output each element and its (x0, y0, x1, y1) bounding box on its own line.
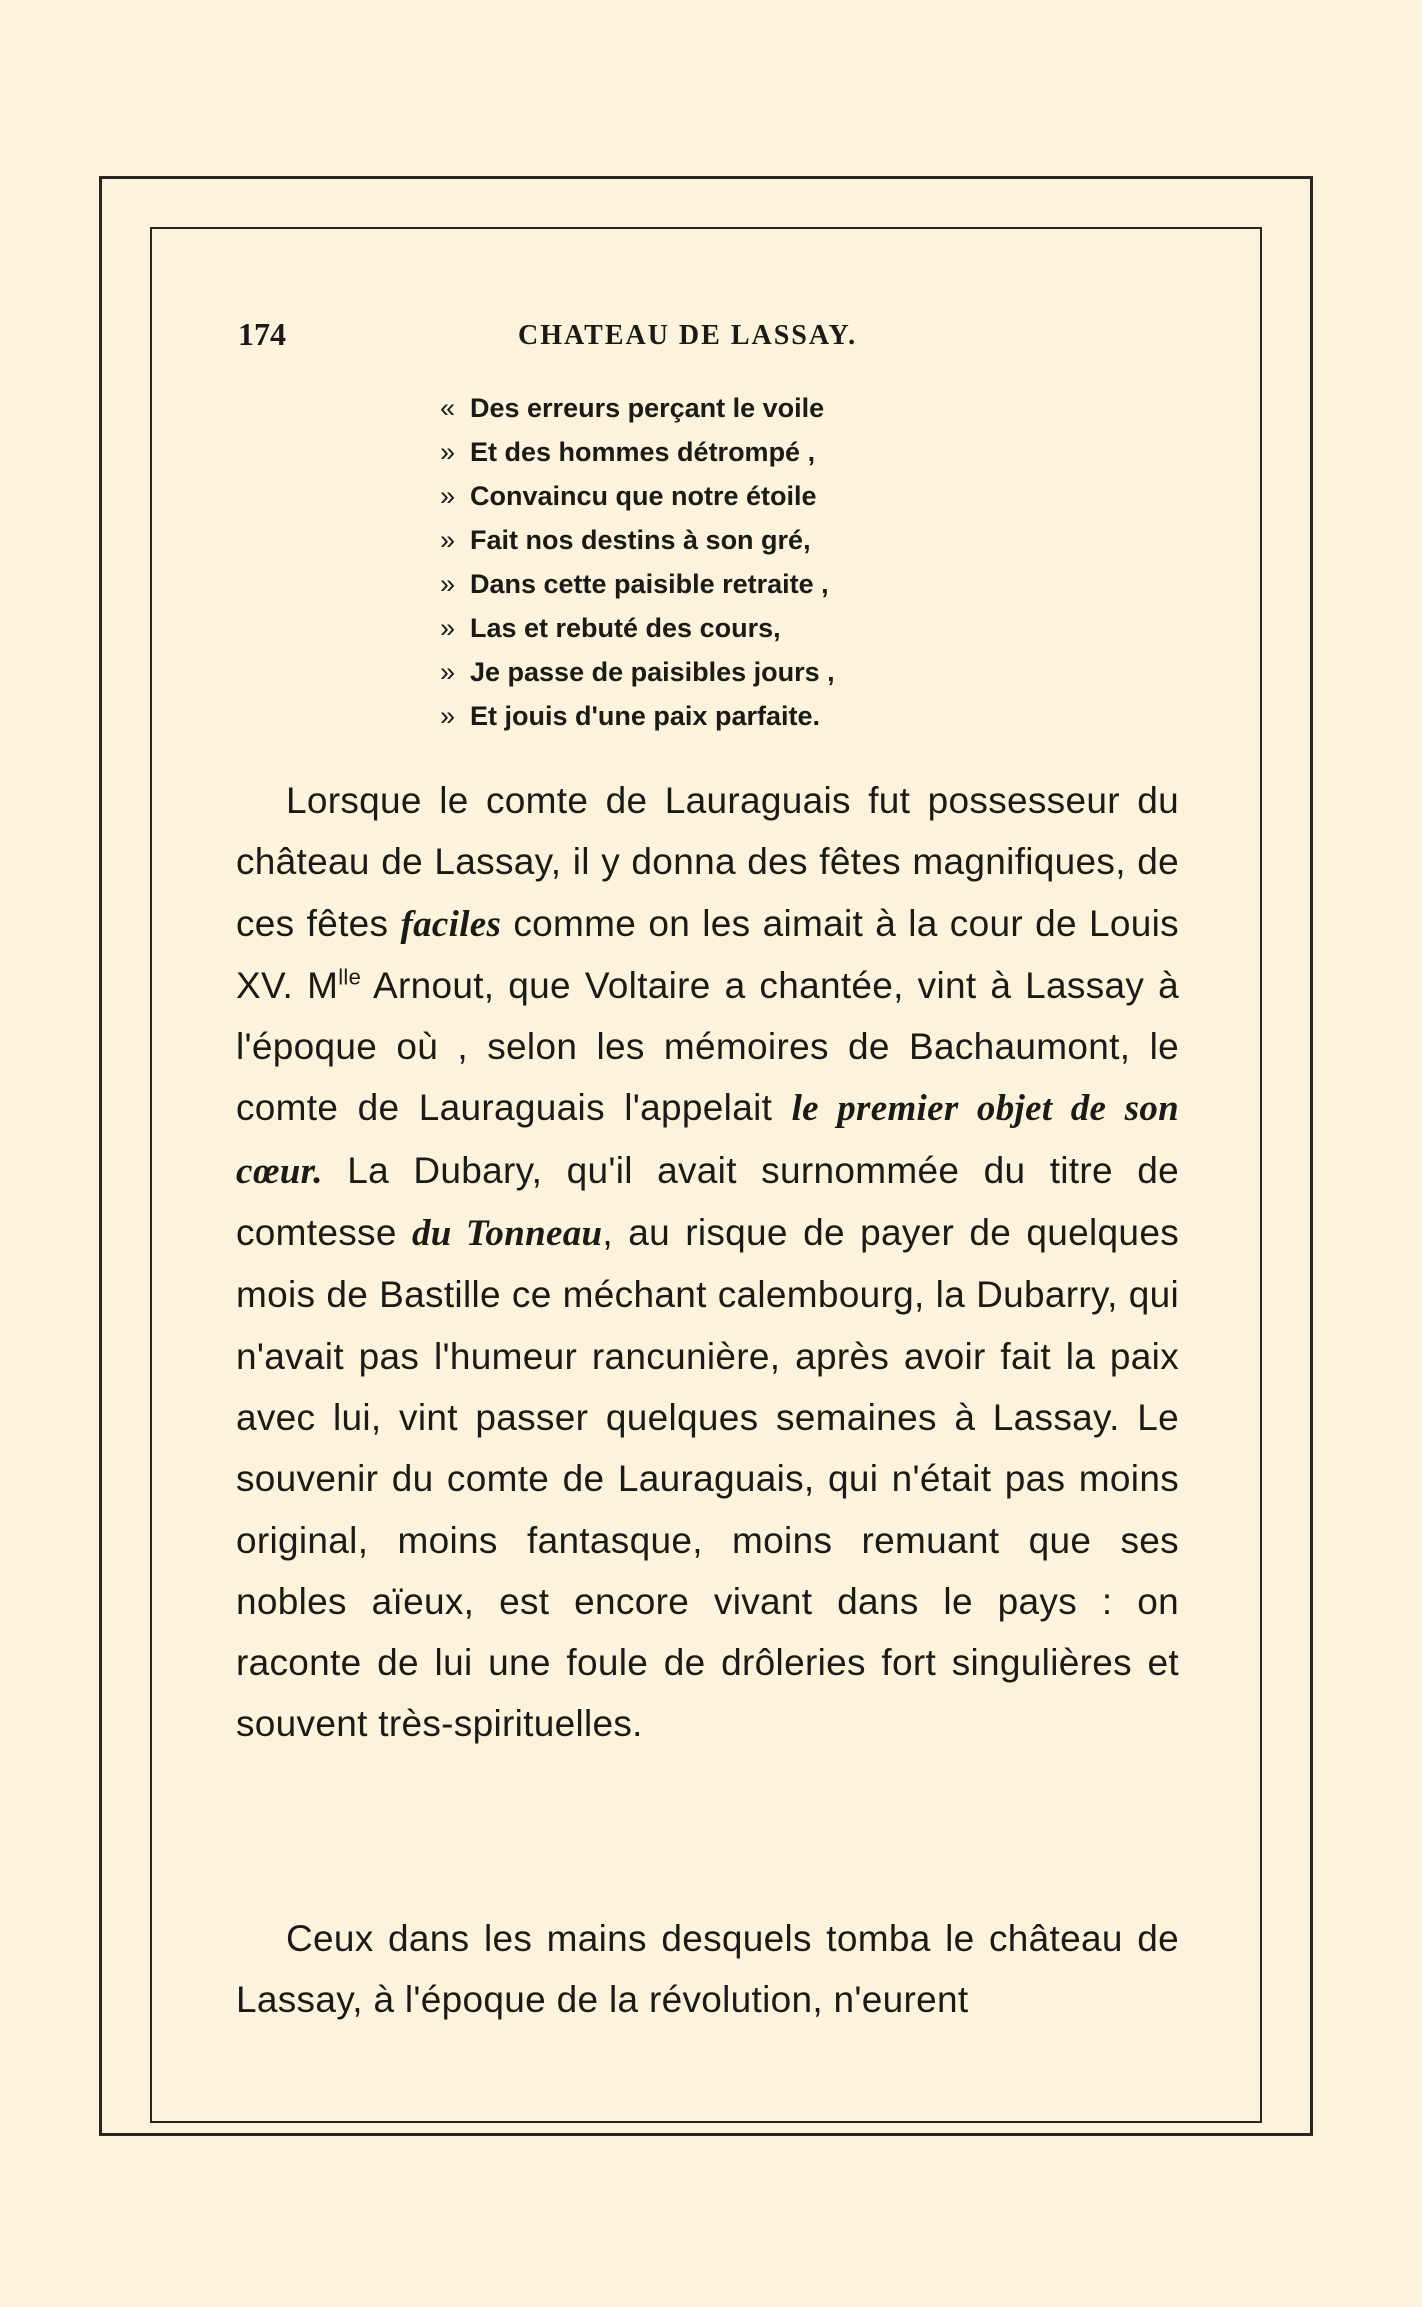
quote-mark: » (440, 569, 456, 599)
text-run: Arnout, que Voltaire a chantée, vint à Lassay à l'époque où , selon les mémoires de Bachaumont, le comte de Lauraguais l'appelait (236, 964, 1179, 1129)
verse-line (440, 386, 1000, 430)
italic-phrase: du Tonneau (412, 1213, 603, 1255)
verse-block (440, 386, 1000, 738)
quote-mark: » (440, 525, 456, 555)
verse-line (440, 430, 1000, 474)
paragraph-text: Ceux dans les mains desquels tomba le château de Lassay, à l'époque de la révolution, n'eurent (236, 1918, 1179, 2021)
verse-line (440, 694, 1000, 738)
verse-text: Fait nos destins à son gré, (470, 525, 811, 555)
verse-line (440, 650, 1000, 694)
quote-mark: » (440, 613, 456, 643)
verse-line (440, 606, 1000, 650)
quote-mark: » (440, 437, 456, 467)
verse-text: Je passe de paisibles jours , (470, 657, 835, 687)
verse-line (440, 562, 1000, 606)
quote-mark: » (440, 481, 456, 511)
verse-text: Dans cette paisible retraite , (470, 569, 829, 599)
quote-mark: » (440, 657, 456, 687)
text-run: , au risque de payer de quelques mois de Bastille ce méchant calembourg, la Dubarry, qui n'avait pas l'humeur rancunière, après avoir fait la paix avec lui, vint passer quelques semaines à Lassay. Le souvenir du comte de Lauraguais, qui n'était pas moins original, moins fantasque, moins remuant que ses nobles aïeux, est encore vivant dans le pays : on raconte de lui une foule de drôleries fort singulières et souvent très-spirituelles. (236, 1212, 1179, 1745)
body-paragraph-1 (236, 770, 1179, 1755)
quote-mark: « (440, 393, 456, 423)
verse-line (440, 474, 1000, 518)
verse-text: Et des hommes détrompé , (470, 437, 816, 467)
verse-text: Las et rebuté des cours, (470, 613, 781, 643)
body-paragraph-2 (236, 1908, 1179, 2031)
paragraph-text (236, 770, 1179, 1755)
text-run: comme on les aimait à la cour de Louis XV. M (236, 902, 1179, 1006)
page-number: 174 (238, 316, 286, 352)
verse-line (440, 518, 1000, 562)
text-run: Lorsque le comte de Lauraguais fut possesseur du château de Lassay, il y donna des fêtes magnifiques, de ces fêtes (236, 780, 1179, 944)
verse-text: Et jouis d'une paix parfaite. (470, 701, 820, 731)
italic-phrase: faciles (400, 903, 502, 945)
text-run: La Dubary, qu'il avait surnommée du titre de comtesse (236, 1149, 1179, 1254)
running-title: CHATEAU DE LASSAY. (518, 320, 858, 351)
page-header (238, 316, 1188, 356)
quote-mark: » (440, 701, 456, 731)
superscript: lle (338, 964, 362, 990)
italic-phrase: le premier objet de son cœur. (236, 1088, 1179, 1192)
verse-text: Des erreurs perçant le voile (470, 393, 825, 423)
verse-text: Convaincu que notre étoile (470, 481, 817, 511)
